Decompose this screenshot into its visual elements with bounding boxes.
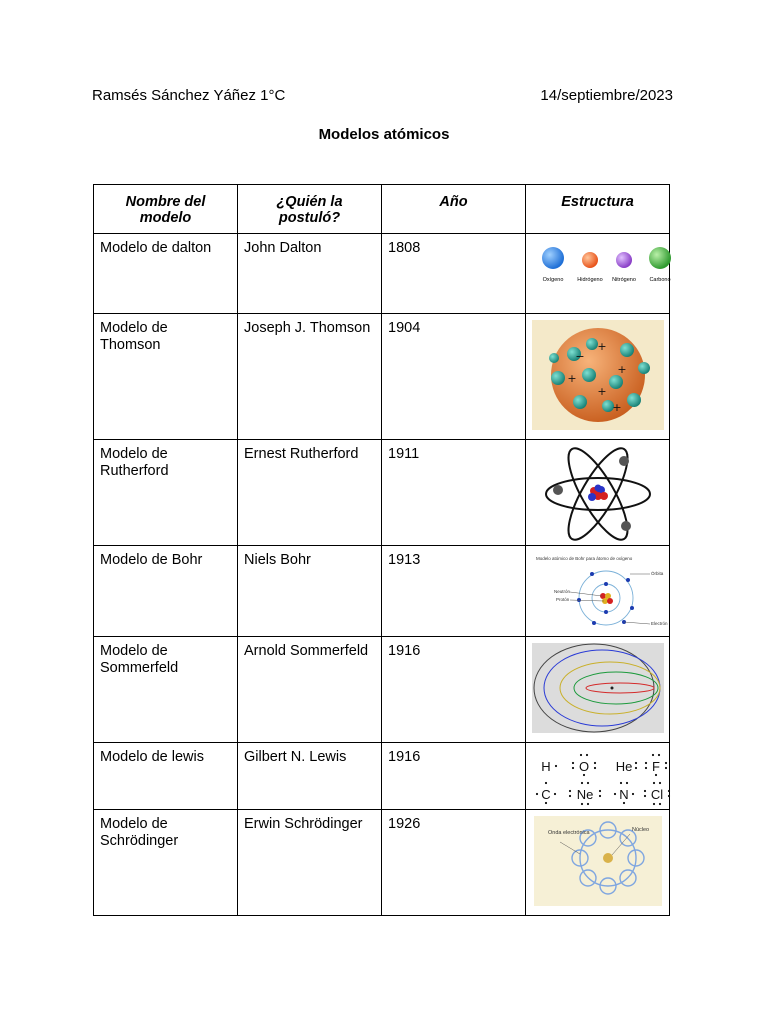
schrodinger-model-image [526, 810, 670, 916]
dalton-label-carbon: Carbono [649, 277, 671, 283]
model-year: 1913 [382, 546, 526, 637]
thomson-plum-pudding-illustration [532, 320, 664, 430]
model-name: Modelo de Rutherford [94, 440, 238, 546]
lewis-symbol: H [541, 759, 551, 774]
model-year: 1808 [382, 234, 526, 314]
model-author: Niels Bohr [238, 546, 382, 637]
table-row [94, 234, 670, 314]
atomic-models-table [93, 184, 670, 916]
lewis-dot-structures [532, 749, 672, 809]
bohr-label-electron: Electrón [651, 621, 668, 626]
author-line: Ramsés Sánchez Yáñez 1°C [92, 87, 286, 104]
model-year: 1926 [382, 810, 526, 916]
model-name: Modelo de dalton [94, 234, 238, 314]
column-header-structure: Estructura [526, 185, 670, 234]
thomson-positive-charge: + [597, 385, 607, 398]
lewis-symbol: He [615, 759, 633, 774]
schrodinger-wave-illustration [534, 816, 662, 906]
lewis-symbol: N [619, 787, 629, 802]
model-year: 1911 [382, 440, 526, 546]
rutherford-model-image [526, 440, 670, 546]
dalton-label-oxygen: Oxígeno [542, 277, 564, 283]
thomson-negative-charge: − [575, 350, 585, 363]
model-author: Arnold Sommerfeld [238, 637, 382, 743]
table-row [94, 637, 670, 743]
model-author: Erwin Schrödinger [238, 810, 382, 916]
dalton-model-image [526, 234, 670, 314]
thomson-positive-charge: + [567, 372, 577, 385]
dalton-label-hydrogen: Hidrógeno [577, 277, 603, 283]
table-row [94, 743, 670, 810]
sommerfeld-model-image [526, 637, 670, 743]
dalton-spheres-illustration [532, 240, 672, 286]
model-name: Modelo de Bohr [94, 546, 238, 637]
model-year: 1916 [382, 743, 526, 810]
model-year: 1916 [382, 637, 526, 743]
thomson-positive-charge: + [597, 340, 607, 353]
rutherford-atom-illustration [538, 446, 658, 542]
bohr-model-image [526, 546, 670, 637]
lewis-symbol: Cl [650, 787, 664, 802]
thomson-positive-charge: + [612, 401, 622, 414]
thomson-model-image [526, 314, 670, 440]
model-author: Gilbert N. Lewis [238, 743, 382, 810]
column-header-year: Año [382, 185, 526, 234]
table-row [94, 810, 670, 916]
column-header-name: Nombre del modelo [94, 185, 238, 234]
table-row [94, 440, 670, 546]
lewis-symbol: Ne [576, 787, 594, 802]
sommerfeld-elliptical-orbits [532, 643, 664, 733]
page-title: Modelos atómicos [318, 126, 450, 143]
thomson-positive-charge: + [617, 363, 627, 376]
model-author: Ernest Rutherford [238, 440, 382, 546]
model-name: Modelo de Sommerfeld [94, 637, 238, 743]
table-row [94, 314, 670, 440]
bohr-atom-diagram [532, 552, 668, 636]
model-author: John Dalton [238, 234, 382, 314]
bohr-label-proton: Protón [556, 597, 570, 602]
model-name: Modelo de Schrödinger [94, 810, 238, 916]
schrodinger-label-nucleus: Núcleo [631, 827, 649, 833]
date-line: 14/septiembre/2023 [540, 87, 673, 104]
lewis-symbol: C [541, 787, 551, 802]
lewis-model-image [526, 743, 670, 810]
model-name: Modelo de Thomson [94, 314, 238, 440]
model-year: 1904 [382, 314, 526, 440]
model-author: Joseph J. Thomson [238, 314, 382, 440]
lewis-symbol: F [652, 759, 660, 774]
table-header-row [94, 185, 670, 234]
model-name: Modelo de lewis [94, 743, 238, 810]
schrodinger-label-wave: Onda electrónica [547, 830, 590, 836]
column-header-author: ¿Quién la postuló? [238, 185, 382, 234]
dalton-label-nitrogen: Nitrógeno [612, 277, 636, 283]
bohr-label-neutron: Neutrón [554, 589, 571, 594]
bohr-label-orbit: Órbita [651, 571, 664, 576]
lewis-symbol: O [578, 759, 590, 774]
table-row [94, 546, 670, 637]
bohr-diagram-title: Modelo atómico de Bohr para átomo de oxígeno [536, 556, 633, 561]
